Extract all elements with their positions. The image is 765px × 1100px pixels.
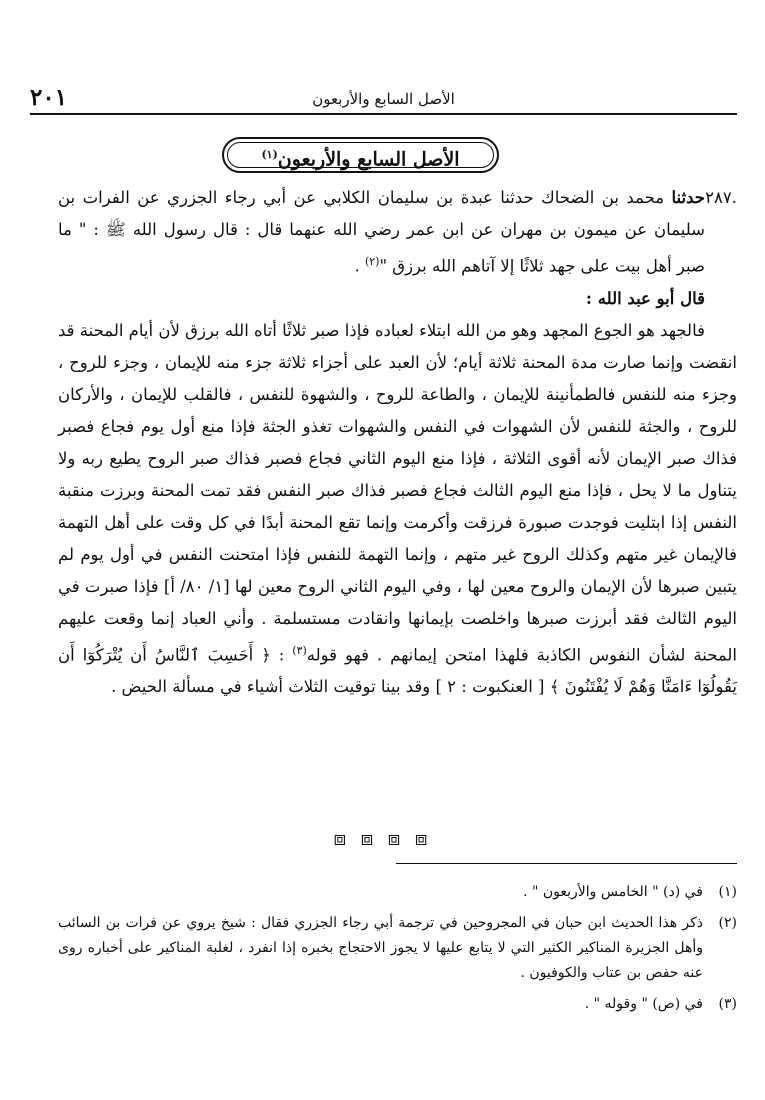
section-ornament: ⧈ ⧈ ⧈ ⧈ bbox=[333, 826, 432, 850]
footnote-text: ذكر هذا الحديث ابن حبان في المجروحين في ترجمة أبي رجاء الجزري فقال : شيخ يروي عن فرات بن السائب وأهل الجزيرة المناكير الكثير التي لا يتابع عليها لا يجوز الاحتجاج بخبره إذا انفرد ، لغلبة المناكير على أخباره روى عنه حفص بن عتاب والكوفيون . bbox=[58, 915, 703, 981]
footnote-text: في (د) " الخامس والأربعون " . bbox=[523, 884, 703, 900]
chapter-title bbox=[224, 139, 497, 175]
commentary-paragraph bbox=[58, 315, 737, 704]
footnote bbox=[58, 992, 737, 1017]
page-header bbox=[30, 84, 737, 114]
hadith-chain: محمد بن الضحاك حدثنا عبدة بن سليمان الكلابي عن أبي رجاء الجزري عن الفرات بن سليمان عن ميمون بن مهران عن ابن عمر رضي الله عنهما قال : قال رسول الله ﷺ : " ما صبر أهل بيت على جهد ثلاثًا إلا آتاهم الله برزق " bbox=[58, 188, 705, 276]
page-number: ٢٠١ bbox=[30, 84, 68, 111]
hadith-note-ref: (٢) bbox=[364, 255, 380, 268]
footnote-number: (٢) bbox=[718, 915, 737, 931]
commentary-text: فالجهد هو الجوع المجهد وهو من الله ابتلاء لعباده فإذا صبر ثلاثًا أتاه الله برزق لأن أيام المحنة قد انقضت وإنما صارت مدة المحنة ثلاثة أيام؛ لأن العبد على أجزاء ثلاثة جزء منه للإيمان ، وجزء للروح ، وجزء منه للنفس فالطمأنينة للإيمان ، والطاعة للروح ، والشهوة للنفس ، فالقلب للإيمان ، والأركان للروح ، والجثة للنفس لأن الشهوات في النفس والشهوات تغذو الجثة فإذا منع أول يوم فجاع فصبر فذاك صبر الإيمان لأنه أقوى الثلاثة ، فإذا منع اليوم الثاني فجاع فصبر فذاك صبر الروح يطيع ربه ولا يتناول ما لا يحل ، فإذا منع اليوم الثالث فجاع فصبر فذاك صبر النفس فقد تمت المحنة وبرزت منقبة النفس إذا ابتليت فوجدت صبورة فرزقت وأكرمت وإنما تقع المحنة أبدًا في كل وقت على أهل التهمة فالإيمان غير متهم وكذلك الروح غير متهم ، وإنما التهمة للنفس فإذا امتحنت النفس في أول يوم لم يتبين صبرها لأن الإيمان والروح معين لها ، وفي اليوم الثاني الروح معين لها [١/ ٨٠/ أ] فإذا صبرت في اليوم الثالث فقد أبرزت صبرها واخلصت بإيمانها وانقادت مستسلمة . وأني العباد إنما وقعت عليهم المحنة لشأن النفوس الكاذبة فلهذا امتحن إيمانهم . فهو قوله bbox=[58, 320, 737, 664]
commentary-text-end: : ﴿ أَحَسِبَ ٱلنَّاسُ أَن يُتْرَكُوٓا أَن يَقُولُوٓا ءَامَنَّا وَهُمْ لَا يُفْتَنُونَ ﴾ [ العنكبوت : ٢ ] وقد بينا توقيت الثلاث أشياء في مسألة الحيض . bbox=[58, 645, 737, 696]
footnote bbox=[58, 911, 737, 986]
hadith-end: . bbox=[354, 256, 365, 276]
footnote-rule bbox=[396, 863, 737, 864]
hadith-number: ٢٨٧. bbox=[705, 188, 737, 207]
main-text bbox=[58, 182, 737, 703]
chapter-title-text: الأصل السابع والأربعون bbox=[277, 148, 460, 171]
commentary-note-ref: (٣) bbox=[292, 643, 307, 657]
chapter-note-ref: (١) bbox=[261, 148, 278, 161]
running-title: الأصل السابع والأربعون bbox=[312, 90, 455, 108]
footnote-number: (١) bbox=[718, 884, 737, 900]
footnote-number: (٣) bbox=[718, 996, 737, 1012]
footnotes bbox=[58, 880, 737, 1023]
hadith-lead-word: حدثنا bbox=[671, 188, 705, 207]
author-heading: قال أبو عبد الله : bbox=[585, 288, 705, 308]
footnote bbox=[58, 880, 737, 905]
header-rule bbox=[30, 113, 737, 115]
hadith-paragraph bbox=[58, 182, 737, 283]
footnote-text: في (ص) " وقوله " . bbox=[584, 996, 703, 1012]
chapter-title-frame bbox=[222, 137, 499, 173]
